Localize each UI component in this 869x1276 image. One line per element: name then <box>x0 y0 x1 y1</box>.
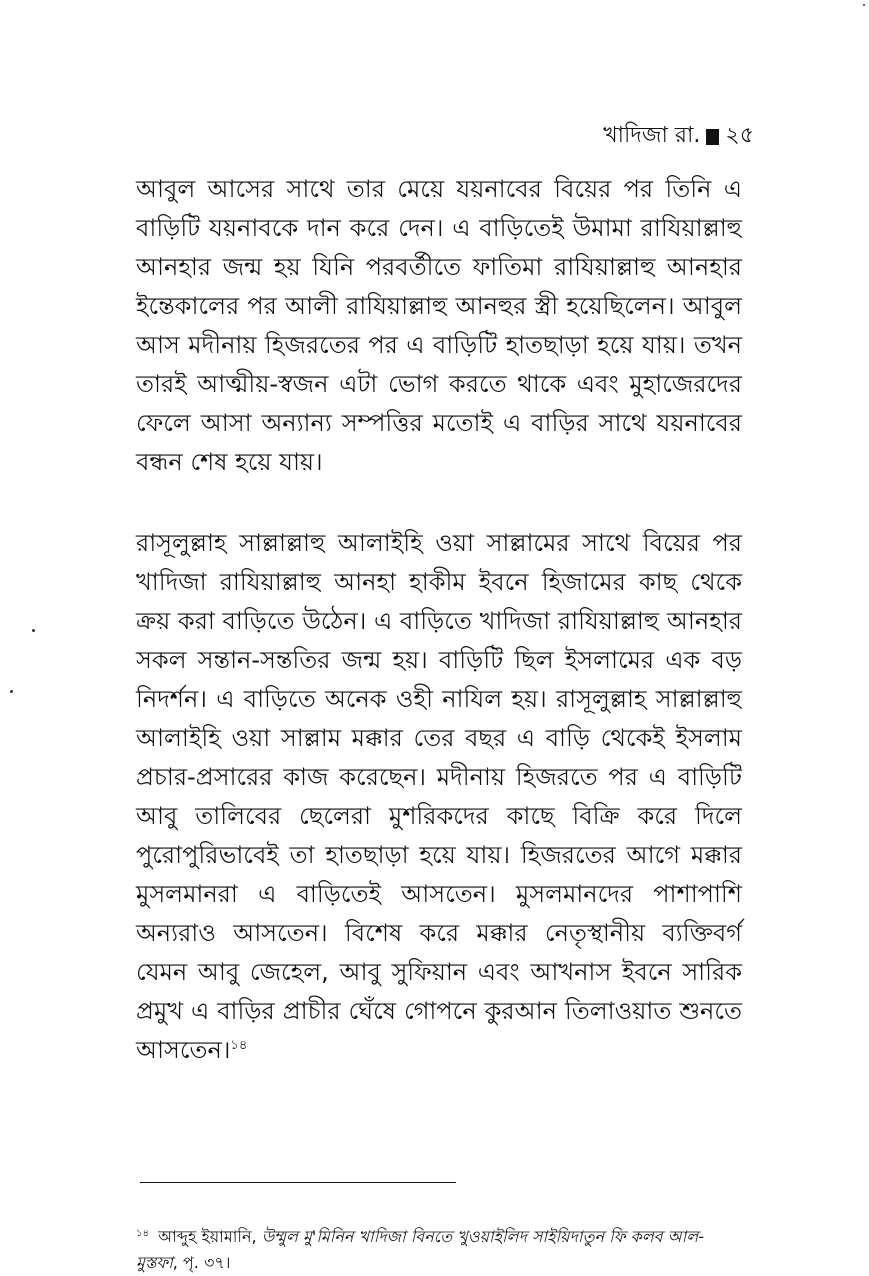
footnote-number: ১৪ <box>136 1227 149 1239</box>
scan-speck <box>32 629 35 632</box>
running-title: খাদিজা রা. <box>603 123 701 148</box>
scan-speck <box>10 690 13 693</box>
scan-speck <box>863 4 865 6</box>
footnote-divider <box>140 1182 456 1183</box>
header-square-mark <box>706 129 719 145</box>
paragraph-2-text: রাসূলুল্লাহ সাল্লাল্লাহু আলাইহি ওয়া সাল্লামের সাথে বিয়ের পর খাদিজা রাযিয়াল্লাহু আনহা হাকীম ইবনে হিজামের কাছ থেকে ক্রয় করা বাড়িতে উঠেন। এ বাড়িতে খাদিজা রাযিয়াল্লাহু আনহার সকল সন্তান-সন্ততির জন্ম হয়। বাড়িটি ছিল ইসলামের এক বড় নিদর্শন। এ বাড়িতে অনেক ওহী নাযিল হয়। রাসূলুল্লাহ সাল্লাল্লাহু আলাইহি ওয়া সাল্লাম মক্কার তের বছর এ বাড়ি থেকেই ইসলাম প্রচার-প্রসারের কাজ করেছেন। মদীনায় হিজরতে পর এ বাড়িটি আবু তালিবের ছেলেরা মুশরিকদের কাছে বিক্রি করে দিলে পুরোপুরিভাবেই তা হাতছাড়া হয়ে যায়। হিজরতের আগে মক্কার মুসলমানরা এ বাড়িতেই আসতেন। মুসলমানদের পাশাপাশি অন্যরাও আসতেন। বিশেষ করে মক্কার নেতৃস্থানীয় ব্যক্তিবর্গ যেমন আবু জেহেল, আবু সুফিয়ান এবং আখনাস ইবনে সারিক প্রমুখ এ বাড়ির প্রাচীর ঘেঁষে গোপনে কুরআন তিলাওয়াত শুনতে আসতেন। <box>136 529 742 1064</box>
footnote-reference[interactable]: ১৪ <box>230 1038 248 1053</box>
footnote-citation: , পৃ. ৩৭। <box>172 1253 231 1272</box>
footnote-book-title: উম্মুল মু'মিনিন খাদিজা বিনতে খুওয়াইলিদ সাইয়িদাতুন ফি কলব <box>261 1227 663 1246</box>
running-header <box>603 118 754 155</box>
footnote <box>136 1224 736 1276</box>
paragraph-1 <box>136 170 742 482</box>
footnote-author: আব্দুহ ইয়ামানি, <box>158 1227 257 1246</box>
footnote-book-title-cont: আল-মুস্তফা <box>136 1227 704 1272</box>
paragraph-1-text: আবুল আসের সাথে তার মেয়ে যয়নাবের বিয়ের পর তিনি এ বাড়িটি যয়নাবকে দান করে দেন। এ বাড়িতেই উমামা রাযিয়াল্লাহু আনহার জন্ম হয় যিনি পরবর্তীতে ফাতিমা রাযিয়াল্লাহু আনহার ইন্তেকালের পর আলী রাযিয়াল্লাহু আনহুর স্ত্রী হয়েছিলেন। আবুল আস মদীনায় হিজরতের পর এ বাড়িটি হাতছাড়া হয়ে যায়। তখন তারই আত্মীয়-স্বজন এটা ভোগ করতে থাকে এবং মুহাজেরদের ফেলে আসা অন্যান্য সম্পত্তির মতোই এ বাড়ির সাথে যয়নাবের বন্ধন শেষ হয়ে যায়। <box>136 175 742 476</box>
page-number: ২৫ <box>725 123 754 148</box>
paragraph-2 <box>136 524 742 1070</box>
